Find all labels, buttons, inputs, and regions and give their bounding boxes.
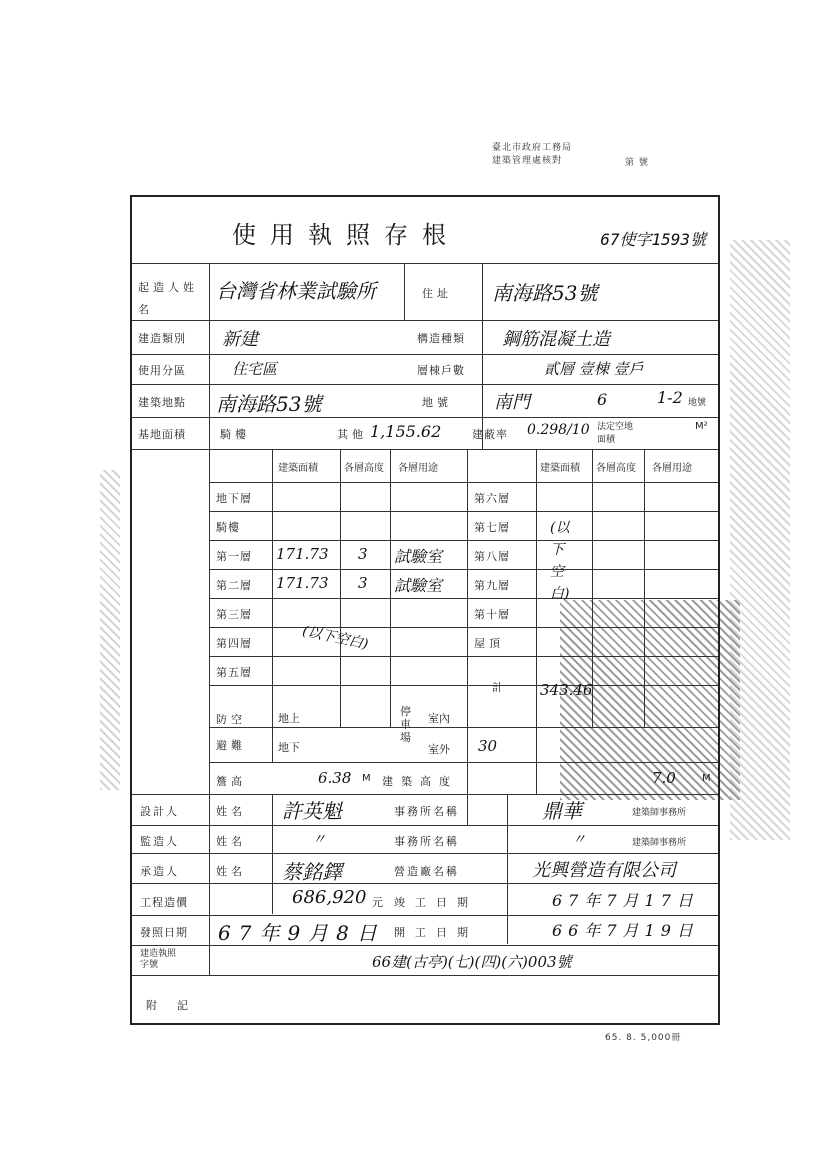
- form-title: 使用執照存根: [232, 221, 460, 249]
- designer-office-label: 事務所名稱: [394, 805, 459, 818]
- floor-name: 第九層: [474, 579, 510, 592]
- header-use-right: 各層用途: [652, 463, 692, 474]
- right-note: (以下空白): [550, 520, 570, 602]
- parking-label: 停車場: [400, 705, 411, 744]
- site-area-unit: M²: [695, 421, 708, 432]
- header-stamp-line1: 臺北市政府工務局: [492, 143, 573, 153]
- floor-area: 171.73: [276, 574, 329, 592]
- contractor-company: 光興營造有限公司: [532, 860, 676, 881]
- other-label: 其他: [337, 428, 367, 441]
- total-area: 343.46: [540, 681, 593, 699]
- supervisor-office-suffix: 建築師事務所: [632, 838, 687, 848]
- floor-use: 試驗室: [394, 547, 443, 566]
- shelter-below: 地下: [278, 741, 300, 754]
- floor-name: 第七層: [474, 521, 510, 534]
- header-height-right: 各層高度: [596, 463, 636, 474]
- building-height-unit: M: [702, 773, 711, 784]
- floor-area: 171.73: [276, 545, 329, 563]
- contractor-label: 承造人: [140, 865, 179, 878]
- parking-outdoor: 室外: [428, 743, 450, 756]
- site-location-value: 南海路53號: [216, 392, 322, 416]
- remarks-label: 附記: [146, 999, 208, 1012]
- header-stamp-line2: 建築管理處核對: [492, 156, 563, 166]
- floor-name: 第五層: [216, 666, 252, 679]
- building-class-label: 建造類別: [138, 332, 186, 345]
- header-stamp-ref: 第 號: [625, 158, 649, 168]
- arcade-label: 騎樓: [220, 428, 250, 441]
- floor-name: 計: [492, 681, 507, 694]
- structure-type-label: 構造種類: [417, 332, 465, 345]
- issue-date-label: 發照日期: [140, 926, 188, 939]
- shelter-label: 防空避難: [216, 713, 246, 752]
- floor-name: 第六層: [474, 492, 510, 505]
- building-height-value: 7.0: [652, 769, 676, 787]
- blank-note: (以下空白): [300, 623, 370, 653]
- supervisor-label: 監造人: [140, 835, 179, 848]
- land-suffix: 地號: [688, 398, 707, 408]
- other-value: 1,155.62: [370, 422, 442, 441]
- floor-name: 第十層: [474, 608, 510, 621]
- parking-outdoor-value: 30: [478, 737, 498, 755]
- start-date-value: 66年7月19日: [552, 921, 699, 940]
- designer-name: 許英魁: [282, 799, 342, 823]
- floor-name: 地下層: [216, 492, 252, 505]
- floor-name: 屋頂: [474, 637, 504, 650]
- shelter-above: 地上: [278, 712, 300, 725]
- header-height: 各層高度: [344, 463, 384, 474]
- floor-name: 第三層: [216, 608, 252, 621]
- scan-noise-far-right: [730, 240, 790, 840]
- eave-label: 簷高: [216, 775, 246, 788]
- floor-name: 騎樓: [216, 521, 240, 534]
- cost-unit: 元: [372, 896, 387, 909]
- floors-units-value: 貳層 壹棟 壹戶: [544, 360, 644, 378]
- applicant-label: 起造人姓名: [138, 281, 198, 316]
- legal-label: 法定空地面積: [597, 422, 634, 445]
- completion-label: 竣工日期: [394, 896, 478, 909]
- floor-name: 第八層: [474, 550, 510, 563]
- eave-value: 6.38: [318, 769, 352, 787]
- print-code: 65. 8. 5,000冊: [605, 1033, 682, 1043]
- header-use: 各層用途: [398, 463, 438, 474]
- building-height-label: 建築高度: [382, 775, 458, 788]
- designer-name-label: 姓名: [216, 805, 246, 818]
- parking-indoor: 室內: [428, 712, 450, 725]
- build-permit-value: 66建(古亭)(七)(四)(六)003號: [372, 953, 572, 971]
- supervisor-name: 〃: [312, 832, 326, 848]
- coverage-value: 0.298/10: [527, 422, 590, 438]
- eave-unit: M: [362, 773, 371, 784]
- coverage-label: 建蔽率: [472, 428, 508, 441]
- site-location-label: 建築地點: [138, 396, 186, 409]
- permit-number: 67使字1593號: [600, 230, 706, 249]
- use-zone-label: 使用分區: [138, 364, 186, 377]
- site-area-label: 基地面積: [138, 428, 186, 441]
- header-area: 建築面積: [278, 463, 318, 474]
- contractor-name: 蔡銘鐸: [282, 860, 342, 884]
- address-value: 南海路53號: [492, 281, 598, 305]
- address-label: 住址: [422, 287, 452, 300]
- scan-noise-left: [100, 470, 120, 790]
- land-no-label: 地號: [422, 396, 452, 409]
- cost-label: 工程造價: [140, 896, 188, 909]
- supervisor-office: 〃: [572, 832, 586, 848]
- header-stamp: [492, 140, 572, 166]
- contractor-company-label: 營造廠名稱: [394, 865, 459, 878]
- floor-height: 3: [358, 574, 368, 592]
- supervisor-name-label: 姓名: [216, 835, 246, 848]
- contractor-name-label: 姓名: [216, 865, 246, 878]
- permit-form: [130, 195, 720, 1025]
- floor-name: 第二層: [216, 579, 252, 592]
- completion-value: 67年7月17日: [552, 891, 699, 910]
- floor-name: 第四層: [216, 637, 252, 650]
- designer-office-suffix: 建築師事務所: [632, 808, 687, 818]
- building-class-value: 新建: [222, 329, 258, 350]
- supervisor-office-label: 事務所名稱: [394, 835, 459, 848]
- header-area-right: 建築面積: [540, 463, 580, 474]
- floor-name: 第一層: [216, 550, 252, 563]
- build-permit-label: 建造執照字號: [140, 949, 177, 970]
- floors-units-label: 層棟戶數: [417, 364, 465, 377]
- use-zone-value: 住宅區: [232, 360, 278, 378]
- land-small-section: 1-2: [657, 388, 683, 407]
- land-section: 南門: [494, 392, 530, 413]
- floor-height: 3: [358, 545, 368, 563]
- designer-label: 設計人: [140, 805, 179, 818]
- start-date-label: 開工日期: [394, 926, 478, 939]
- structure-type-value: 鋼筋混凝土造: [502, 329, 610, 350]
- floor-use: 試驗室: [394, 576, 443, 595]
- issue-date-value: 67年9月8日: [218, 921, 385, 945]
- designer-office: 鼎華: [542, 799, 582, 823]
- applicant-value: 台灣省林業試驗所: [216, 279, 376, 303]
- cost-value: 686,920: [292, 887, 367, 908]
- land-duan: 6: [597, 390, 608, 409]
